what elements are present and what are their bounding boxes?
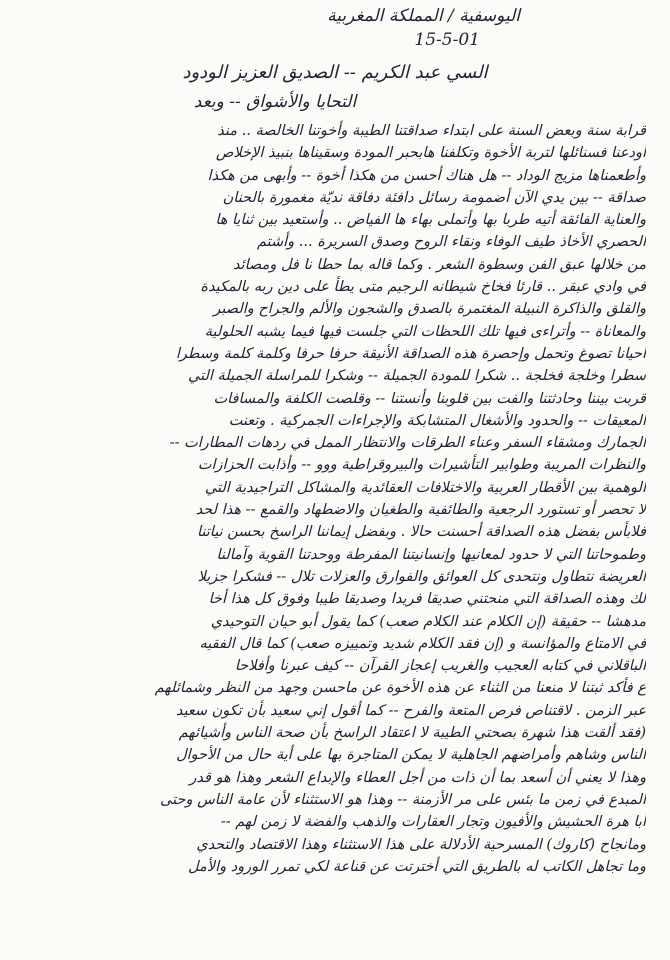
letter-line: والنظرات المريبة وطوابير التأشيرات والبيروقراطية ووو -- وأذابت الحزازات (197, 457, 646, 474)
letter-line: قربت بيننا وحادثتنا والفت بين قلوبنا وأنستنا -- وقلصت الكلفة والمسافات (213, 390, 646, 407)
letter-line: ومانجاح (كاروك) المسرحية الأدلالة على هذا الاستثناء وهذا الاقتصاد والتحدي (196, 836, 646, 853)
letter-line: والقلق والذاكرة النبيلة المغتمرة بالصدق والشجون والألم والجراح والصبر (213, 301, 646, 318)
letter-greeting: التحايا والأشواق -- وبعد (193, 92, 357, 112)
letter-line: مدهشا -- حقيقة (إن الكلام عند الكلام صعب) كما يقول أبو حيان التوحيدي (210, 613, 646, 630)
letter-line: والعناية الفائقة أتيه طربا بها وأتملى بهاء ها الفياض .. وأستعيد بين ثنايا ها (215, 212, 646, 229)
letter-line: وأطعمناها مزيج الوداد -- هل هناك أحسن من هكذا أخوة -- وأبهى من هكذا (207, 167, 646, 184)
letter-line: فلابأس بفضل هذه الصداقة أحسنت حالا . وبفضل إيماننا الراسخ بحسن نياتنا (196, 524, 646, 541)
letter-line: الوهمية بين الأقطار العربية والاختلافات العقائدية والمشاكل التراجيدية التي (204, 479, 646, 496)
letter-place: اليوسفية / المملكة المغربية (327, 6, 520, 26)
letter-body (24, 120, 646, 956)
letter-line: سطرا وخلجة فخلجة .. شكرا للمودة الجميلة -- وشكرا للمراسلة الجميلة التي (188, 368, 646, 385)
letter-line: أحيانا تصوغ وتحمل وإحصرة هذه الصداقة الأنيقة حرفا حرفا وكلمة كلمة وسطرا (175, 345, 646, 362)
letter-line: (فقد ألقت هذا شهرة بصحتي الطيبة لا اعتقاد الراسخ بأن صحة الناس وأشيائهم (178, 725, 646, 742)
letter-line: أودعنا فسنائلها لتربة الأخوة وتكلفنا هابحبر المودة وسقيناها بنبيذ الإخلاص (215, 145, 646, 162)
letter-line: المعيقات -- والحدود والأشغال المتشابكة والإجراءات الجمركية . وتعنت (228, 412, 646, 429)
letter-line: الناس وشاهم وأمراضهم الجاهلية لا يمكن المتاجرة بها على أية حال من الأحوال (176, 747, 646, 764)
letter-salutation: السي عبد الكريم -- الصديق العزيز الودود (182, 62, 488, 83)
letter-line: المبدع في زمن ما بئس على مر الأزمنة -- وهذا هو الاستثناء لأن عامة الناس وحتى (160, 791, 646, 808)
letter-line: وطموحاتنا التي لا حدود لمعانيها وإنسانيتنا المفرطة ووحدتنا القوية وآمالنا (216, 546, 646, 563)
letter-line: وما تجاهل الكاتب له بالطريق التي أخترتت عن قناعة لكي تمرر الورود والأمل (188, 858, 646, 875)
letter-line: والمعاناة -- وأتراءى فيها تلك اللحظات التي جلست فيها فيما يشبه الحلولية (204, 323, 646, 340)
letter-date: 15-5-01 (414, 30, 480, 50)
letter-line: الباقلاني في كتابه العجيب والغريب إعجاز القرآن -- كيف عبرنا وأفلاحا (234, 658, 646, 675)
letter-line: ع فأكد ثبتنا لا منعنا من الثناء عن هذه الأخوة عن ماحسن وجهد من النظر وشمائلهم (154, 680, 646, 697)
letter-line: في وادي عبقر .. قارئا فخاخ شيطانه الرجيم متى يطأ على دين ربه بالمكيدة (200, 279, 646, 296)
letter-line: قرابة سنة وبعض السنة على ابتداء صداقتنا الطيبة وأخوتنا الخالصة .. منذ (217, 123, 646, 139)
letter-line: الحصري الأخاذ طيف الوفاء ونقاء الروح وصدق السريرة ... وأشتم (256, 234, 646, 251)
letter-line: لك وهذه الصداقة التي منحتني صديقا فريدا وصديقا طيبا وفوق كل هذا أخا (208, 591, 646, 608)
letter-line: عبر الزمن . لاقتناص فرص المتعة والفرح -- كما أقول إني سعيد بأن تكون سعيد (175, 702, 646, 719)
letter-line: العريضة نتطاول ونتحدى كل العوائق والفوارق والعزلات تلال -- فشكرا جزيلا (197, 568, 646, 585)
letter-line: في الامتاع والمؤانسة و (إن فقد الكلام شديد وتمييزه صعب) كما قال الفقيه (199, 635, 646, 652)
letter-line: الجمارك ومشقاء السفر وعناء الطرقات والانتظار الممل في ردهات المطارات -- (169, 435, 646, 452)
letter-line: لا تحصر أو تستورد الرجعية والطائفية والطغيان والاضطهاد والقمع -- هذا لحد (195, 502, 646, 519)
letter-line: وهذا لا يعني أن أسعد بما أن ذات من أجل العطاء والإبداع الشعر وهذا هو قدر (189, 769, 646, 786)
letter-line: من خلالها عبق الفن وسطوة الشعر . وكما قاله بما حطا نا فل ومصائد (232, 256, 646, 273)
letter-line: صداقة -- بين يدي الآن أضمومة رسائل دافئة دفاقة نديّة مغمورة بالحنان (222, 189, 646, 206)
letter-line: أبا هرة الحشيش والأفيون وتجار العقارات والذهب والفضة لا زمن لهم -- (220, 814, 646, 831)
